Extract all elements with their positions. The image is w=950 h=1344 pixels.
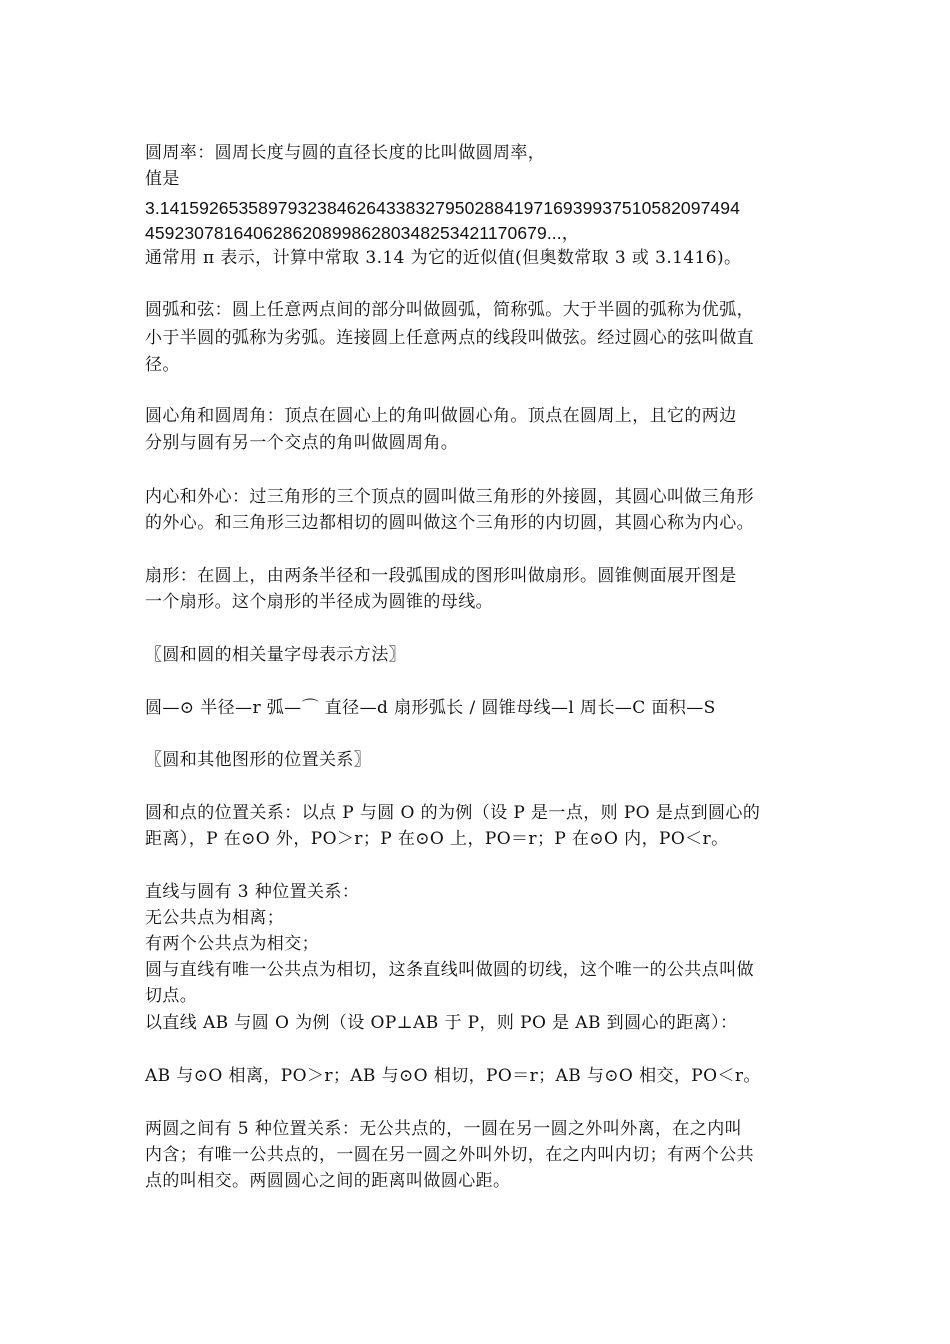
text-line: 分别与圆有另一个交点的角叫做圆周角。 [145,433,459,453]
pi-digits-line: 4592307816406286208998628034825342117067​9...， [145,223,580,243]
text-line: 通常用 π 表示，计算中常取 3.14 为它的近似值(但奥数常取 3 或 3.1416)。 [145,248,742,268]
section-heading: 〖圆和其他图形的位置关系〗 [145,750,372,770]
text-line: 有两个公共点为相交； [145,934,319,954]
text-line: 内心和外心：过三角形的三个顶点的圆叫做三角形的外接圆，其圆心叫做三角形 [145,487,754,507]
text-line: 圆弧和弦：圆上任意两点间的部分叫做圆弧，简称弧。大于半圆的弧称为优弧， [145,300,754,320]
section-heading: 〖圆和圆的相关量字母表示方法〗 [145,645,406,665]
text-line: 值是 [145,169,180,189]
text-line: 一个扇形。这个扇形的半径成为圆锥的母线。 [145,592,493,612]
text-line: 两圆之间有 5 种位置关系：无公共点的，一圆在另一圆之外叫外离，在之内叫 [145,1119,743,1139]
text-line: 点的叫相交。两圆圆心之间的距离叫做圆心距。 [145,1171,511,1191]
text-line: 切点。 [145,986,198,1006]
pi-digits-line: 3.14159265358979323846264338327950288419716939937510582097494 [145,198,740,218]
text-line: 圆与直线有唯一公共点为相切，这条直线叫做圆的切线，这个唯一的公共点叫做 [145,960,754,980]
text-line: 扇形：在圆上，由两条半径和一段弧围成的图形叫做扇形。圆锥侧面展开图是 [145,566,737,586]
text-line: 内含；有唯一公共点的，一圆在另一圆之外叫外切，在之内叫内切；有两个公共 [145,1145,754,1165]
text-line: 圆和点的位置关系：以点 P 与圆 O 的为例（设 P 是一点，则 PO 是点到圆心的 [145,803,761,823]
text-line: 径。 [145,355,180,375]
text-line: 以直线 AB 与圆 O 为例（设 OP⊥AB 于 P，则 PO 是 AB 到圆心的距离）： [145,1013,738,1033]
text-line: 圆心角和圆周角：顶点在圆心上的角叫做圆心角。顶点在圆周上，且它的两边 [145,406,737,426]
text-line: 小于半圆的弧称为劣弧。连接圆上任意两点的线段叫做弦。经过圆心的弦叫做直 [145,328,754,348]
text-line: 直线与圆有 3 种位置关系： [145,882,360,902]
text-line: AB 与⊙O 相离，PO＞r；AB 与⊙O 相切，PO＝r；AB 与⊙O 相交，PO＜r。 [145,1066,761,1086]
text-line: 圆周率：圆周长度与圆的直径长度的比叫做圆周率， [145,143,546,163]
text-line: 距离），P 在⊙O 外，PO＞r；P 在⊙O 上，PO＝r；P 在⊙O 内，PO＜r。 [145,829,729,849]
text-line: 无公共点为相离； [145,908,285,928]
text-line: 的外心。和三角形三边都相切的圆叫做这个三角形的内切圆，其圆心称为内心。 [145,513,754,533]
symbol-legend-line: 圆—⊙ 半径—r 弧—⌒ 直径—d 扇形弧长 / 圆锥母线—l 周长—C 面积—S [145,698,716,718]
